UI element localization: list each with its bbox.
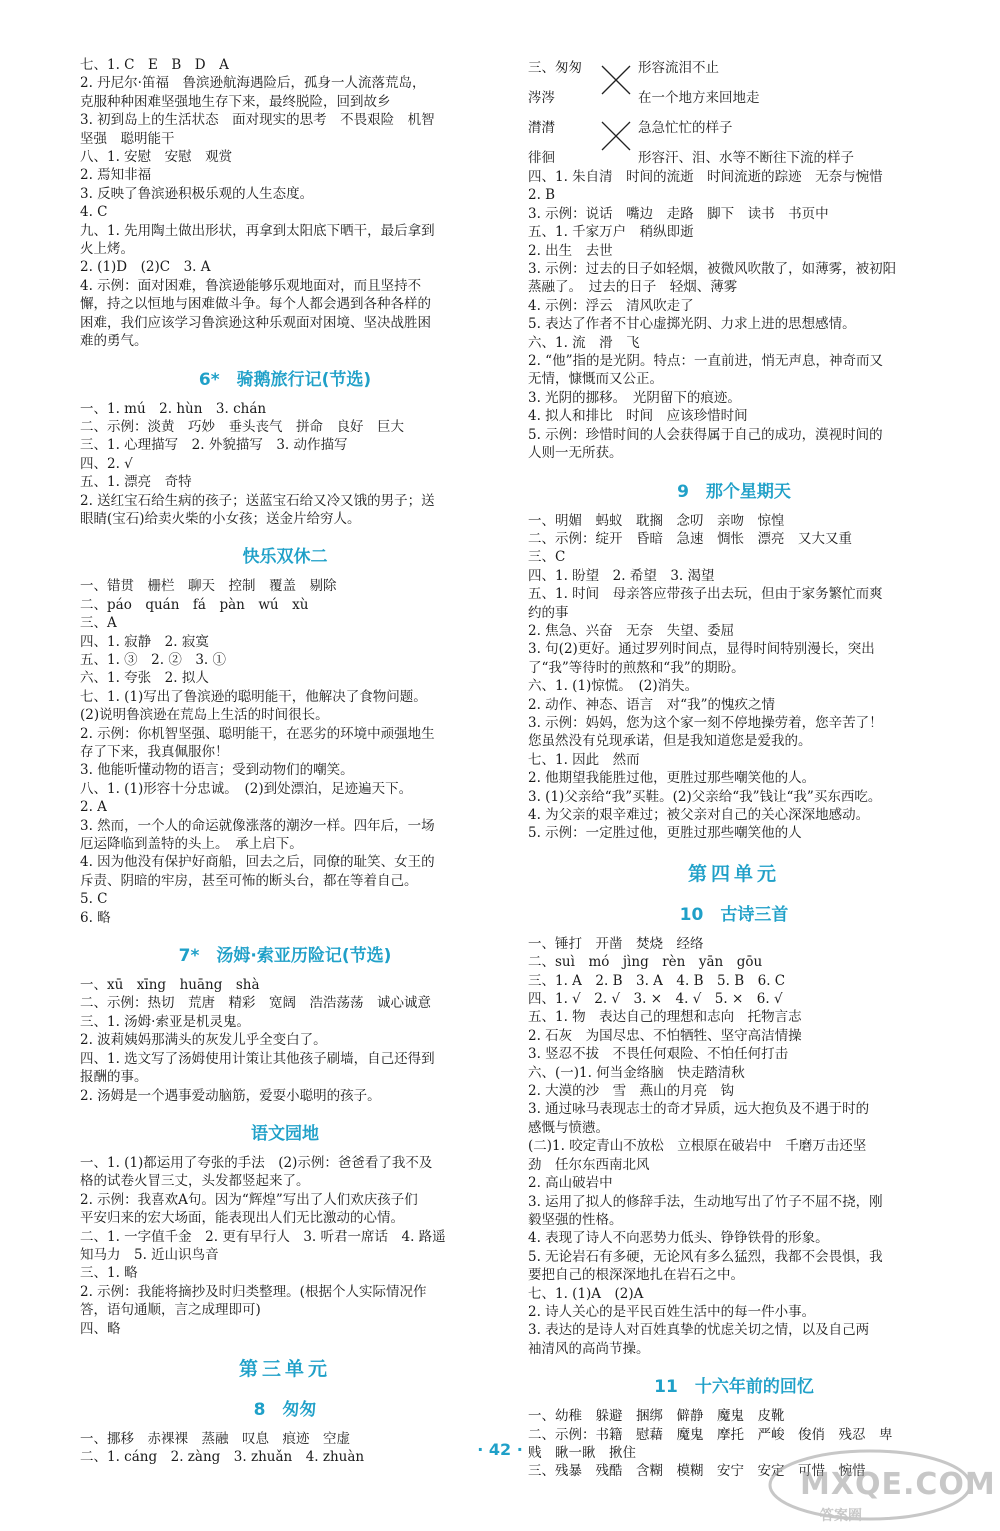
answer-line: 厄运降临到盖特的头上。 承上启下。 [80,836,303,853]
answer-line: 一、1. mú 2. hùn 3. chán [80,400,267,417]
answer-line: 袖清风的高尚节操。 [528,1340,650,1357]
answer-line: 3. 表达的是诗人对百姓真挚的忧虑关切之情，以及自己两 [528,1322,870,1339]
answer-line: 四、1. 朱自清 时间的流逝 时间流逝的踪迹 无奈与惋惜 [528,169,883,185]
answer-line: 五、1. 漂亮 奇特 [80,474,192,491]
answer-line: 八、1. 安慰 安慰 观赏 [80,149,233,166]
answer-line: 3. 然而，一个人的命运就像涨落的潮汐一样。四年后，一场 [80,817,435,834]
section-title-lesson10: 10 古诗三首 [679,904,789,925]
answer-line: 2. 送红宝石给生病的孩子；送蓝宝石给又冷又饿的男子；送 [80,492,435,509]
answer-line: 2. 汤姆是一个遇事爱动脑筋，爱耍小聪明的孩子。 [80,1087,381,1104]
answer-line: 二、示例：热切 荒唐 精彩 宽阔 浩浩荡荡 诚心诚意 [80,995,431,1012]
answer-line: 5. 示例：一定胜过他，更胜过那些嘲笑他的人 [528,825,802,842]
answer-line: 平安归来的宏大场面，能表现出人们无比激动的心情。 [80,1210,404,1227]
answer-line: 四、1. 盼望 2. 希望 3. 渴望 [528,567,715,584]
answer-line: 2. 大漠的沙 雪 燕山的月亮 钩 [528,1083,735,1100]
answer-line: 3. 示例：妈妈，您为这个家一刻不停地操劳着，您辛苦了！ [528,714,883,731]
answer-line: 2. 高山破岩中 [528,1175,613,1192]
match-right-meaning: 在一个地方来回地走 [638,90,760,106]
section-title-happy-weekend: 快乐双休二 [242,547,328,568]
answer-line: 4. 示例：面对困难，鲁滨逊能够乐观地面对，而且坚持不 [80,277,422,294]
answer-line: 2. (1)D (2)C 3. A [80,259,211,276]
answer-line: 4. 因为他没有保护好商船，回去之后，同僚的耻笑、女王的 [80,854,435,871]
answer-line: 二、示例：淡黄 巧妙 垂头丧气 拼命 良好 巨大 [80,418,404,435]
answer-line: 懈，持之以恒地与困难做斗争。每个人都会遇到各种各样的 [80,296,431,313]
answer-line: 3. 他能听懂动物的语言；受到动物们的嘲笑。 [80,762,354,779]
word-matching-exercise [528,56,940,168]
answer-line: 一、明媚 蚂蚁 耽搁 念叨 亲吻 惊惶 [528,512,785,529]
answer-line: (2)说明鲁滨逊在荒岛上生活的时间很长。 [80,707,329,724]
answer-line: 贱 瞅一瞅 揪住 [528,1444,636,1461]
left-block-chapter5-answers [80,56,490,351]
answer-line: 一、锤打 开凿 焚烧 经络 [528,935,704,952]
answer-line: 斥责、阴暗的牢房，甚至可怖的断头台，都在等着自己。 [80,872,418,889]
answer-line: 6. 略 [80,909,111,926]
answer-line: 2. 焦急、兴奋 无奈 失望、委屈 [528,622,735,639]
answer-line: 四、2. √ [80,455,133,472]
answer-line: 二、suì mó jìng rèn yān gōu [528,954,763,971]
answer-line: 3. 通过咏马表现志士的奇才异质，远大抱负及不遇于时的 [528,1101,870,1118]
match-right-meaning: 急急忙忙的样子 [638,120,733,136]
answer-line: 5. C [80,891,108,908]
answer-line: 3. 示例：过去的日子如轻烟，被微风吹散了，如薄雾，被初阳 [528,261,897,278]
answer-line: 三、C [528,549,566,566]
answer-line: 4. 示例：浮云 清风吹走了 [528,297,694,314]
answer-line: (二)1. 咬定青山不放松 立根原在破岩中 千磨万击还坚 [528,1138,867,1155]
watermark-text: MXQE.COM [800,1467,996,1502]
answer-line: 四、1. 选文写了汤姆使用计策让其他孩子刷墙，自己还得到 [80,1050,435,1067]
answer-line: 3. 竖忍不拔 不畏任何艰险、不怕任何打击 [528,1046,789,1063]
answer-line: 二、示例：书籍 慰藉 魔鬼 摩托 严峻 俊俏 残忍 卑 [528,1426,893,1443]
answer-line: 2. 焉知非福 [80,167,152,184]
answer-line: 人则一无所获。 [528,445,623,462]
answer-line: 5. 表达了作者不甘心虚掷光阴、力求上进的思想感情。 [528,316,856,333]
watermark-subtext: 答案圈 [820,1508,862,1524]
answer-line: 4. 表现了诗人不向恶势力低头、铮铮铁骨的形象。 [528,1230,829,1247]
answer-line: 2. 示例：你机智坚强、聪明能干，在恶劣的环境中顽强地生 [80,725,435,742]
right-block-lesson10-answers [528,935,940,1358]
answer-line: 3. 反映了鲁滨逊积极乐观的人生态度。 [80,185,314,202]
match-right-meaning: 形容汗、泪、水等不断往下流的样子 [638,150,854,166]
answer-line: 克服种种困难坚强地生存下来，最终脱险，回到故乡 [80,93,391,110]
unit-title-3: 第三单元 [238,1357,331,1380]
section-title-lesson11: 11 十六年前的回忆 [654,1377,814,1398]
answer-line: 2. 丹尼尔·笛福 鲁滨逊航海遇险后，孤身一人流落荒岛， [80,75,426,92]
answer-line: 三、1. A 2. B 3. A 4. B 5. B 6. C [528,972,786,989]
answer-line: 存了下来，我真佩服你！ [80,744,229,760]
answer-line: 2. B [528,187,556,204]
right-block-lesson8-answers [528,168,940,463]
answer-line: 毅坚强的性格。 [528,1211,623,1228]
answer-line: 四、略 [80,1320,121,1337]
answer-line: 三、A [80,615,117,632]
answer-line: 四、1. √ 2. √ 3. × 4. √ 5. × 6. √ [528,991,783,1008]
section-title-chinese-garden: 语文园地 [251,1123,319,1144]
answer-line: 2. 动作、神态、语言 对“我”的愧疚之情 [528,696,775,713]
answer-line: 五、1. 千家万户 稍纵即逝 [528,224,694,241]
answer-line: 六、(一)1. 何当金络脑 快走踏清秋 [528,1064,745,1081]
answer-line: 三、残暴 残酷 含糊 模糊 安宁 安定 可惜 惋惜 [528,1463,866,1480]
answer-line: 约的事 [528,604,569,621]
answer-line: 5. 示例：珍惜时间的人会获得属于自己的成功，漠视时间的 [528,426,883,443]
answer-line: 七、1. 因此 然而 [528,751,640,768]
answer-line: 感慨与愤懑。 [528,1119,609,1136]
answer-line: 三、1. 略 [80,1265,138,1282]
answer-line: 二、páo quán fá pàn wú xù [80,596,309,613]
left-block-lesson7-answers [80,976,490,1105]
answer-line: 5. 无论岩石有多硬，无论风有多么猛烈，我都不会畏惧，我 [528,1248,883,1265]
section-title-lesson6: 6* 骑鹅旅行记(节选) [198,369,372,390]
answer-line: 二、1. 一字值千金 2. 更有早行人 3. 听君一席话 4. 路遥 [80,1228,446,1245]
answer-line: 3. (1)父亲给“我”买鞋。(2)父亲给“我”钱让“我”买东西吃。 [528,788,882,805]
site-watermark [760,1445,996,1525]
answer-line: 2. A [80,799,107,816]
answer-line: 格的试卷火冒三丈，头发都竖起来了。 [80,1173,310,1190]
page-number: · 42 · [477,1440,523,1459]
answer-line: 要把自己的根深深地扎在岩石之中。 [528,1267,744,1284]
answer-line: 3. 示例：说话 嘴边 走路 脚下 读书 书页中 [528,205,829,222]
answer-line: 五、1. 物 表达自己的理想和志向 托物言志 [528,1009,802,1026]
left-block-garden-answers [80,1154,490,1338]
answer-line: 二、1. cáng 2. zàng 3. zhuǎn 4. zhuàn [80,1449,365,1466]
answer-line: 2. “他”指的是光阴。特点：一直前进，悄无声息，神奇而又 [528,353,883,370]
answer-line: 火上烤。 [80,241,134,258]
answer-line: 了“我”等待时的煎熬和“我”的期盼。 [528,659,745,676]
answer-line: 3. 运用了拟人的修辞手法，生动地写出了竹子不屈不挠，刚 [528,1193,883,1210]
answer-line: 知马力 5. 近山识鸟音 [80,1246,219,1263]
answer-line: 4. 为父亲的艰辛难过；被父亲对自己的关心深深地感动。 [528,807,870,823]
answer-line: 答，语句通顺，言之成理即可) [80,1302,261,1319]
answer-line: 眼睛(宝石)给卖火柴的小女孩；送金片给穷人。 [80,510,361,527]
answer-line: 2. 诗人关心的是平民百姓生活中的每一件小事。 [528,1303,816,1320]
match-left-word: 徘徊 [528,150,555,166]
answer-line: 4. 拟人和排比 时间 应该珍惜时间 [528,408,748,425]
answer-line: 一、xū xīng huāng shà [80,977,260,994]
section-title-lesson9: 9 那个星期天 [677,481,791,502]
answer-line: 一、幼稚 躲避 捆绑 僻静 魔鬼 皮靴 [528,1408,785,1425]
answer-line: 3. 句(2)更好。通过罗列时间点，显得时间特别漫长，突出 [528,641,875,658]
unit-title-4: 第四单元 [687,862,780,885]
answer-line: 2. 示例：我能将摘抄及时归类整理。(根据个人实际情况作 [80,1283,427,1300]
answer-line: 二、示例：绽开 昏暗 急速 惆怅 漂亮 又大又重 [528,530,852,547]
match-left-word: 三、匆匆 [528,60,582,76]
answer-line: 三、1. 汤姆·索亚是机灵鬼。 [80,1013,250,1030]
answer-line: 3. 初到岛上的生活状态 面对现实的思考 不畏艰险 机智 [80,112,435,129]
answer-line: 蒸融了。 过去的日子 轻烟、薄雾 [528,279,738,296]
answer-line: 三、1. 心理描写 2. 外貌描写 3. 动作描写 [80,437,348,454]
section-title-lesson7: 7* 汤姆·索亚历险记(节选) [178,946,392,967]
answer-line: 六、1. (1)惊慌。 (2)消失。 [528,678,699,695]
answer-line: 八、1. (1)形容十分忠诚。 (2)到处漂泊，足迹遍天下。 [80,780,413,797]
answer-line: 七、1. C E B D A [80,57,229,73]
answer-line: 六、1. 夸张 2. 拟人 [80,670,209,687]
match-left-word: 涔涔 [528,90,555,106]
left-column [80,56,490,1467]
answer-line: 2. 波莉姨妈那满头的灰发儿乎全变白了。 [80,1032,327,1049]
answer-line: 难的勇气。 [80,333,148,350]
answer-line: 五、1. 时间 母亲答应带孩子出去玩，但由于家务繁忙而爽 [528,586,883,603]
answer-line: 您虽然没有兑现承诺，但是我知道您是爱我的。 [528,733,812,750]
left-block-happy-weekend-answers [80,577,490,927]
answer-line: 六、1. 流 滑 飞 [528,334,640,351]
answer-line: 困难，我们应该学习鲁滨逊这种乐观面对困境、坚决战胜困 [80,314,431,331]
left-block-lesson6-answers [80,400,490,529]
answer-line: 一、错贯 栅栏 聊天 控制 覆盖 剔除 [80,578,337,595]
section-title-lesson8: 8 匆匆 [253,1399,317,1420]
answer-line: 2. 石灰 为国尽忠、不怕牺牲、坚守高洁情操 [528,1027,802,1044]
answer-line: 五、1. ③ 2. ② 3. ① [80,651,227,668]
right-block-lesson9-answers [528,512,940,843]
match-left-word: 潸潸 [528,120,555,136]
answer-line: 2. 示例：我喜欢A句。因为“辉煌”写出了人们欢庆孩子们 [80,1191,418,1208]
answer-line: 一、1. (1)都运用了夸张的手法 (2)示例：爸爸看了我不及 [80,1154,433,1171]
match-right-meaning: 形容流泪不止 [638,60,719,76]
answer-line: 一、挪移 赤裸裸 蒸融 叹息 痕迹 空虚 [80,1430,350,1447]
answer-line: 2. 出生 去世 [528,242,613,259]
answer-line: 七、1. (1)写出了鲁滨逊的聪明能干，他解决了食物问题。 [80,688,427,705]
answer-line: 3. 光阴的挪移。 光阴留下的痕迹。 [528,389,741,406]
answer-line: 报酬的事。 [80,1069,148,1086]
answer-line: 无情，慷慨而又公正。 [528,371,663,388]
answer-line: 4. C [80,204,108,221]
answer-line: 四、1. 寂静 2. 寂寞 [80,633,209,650]
answer-line: 劲 任尔东西南北风 [528,1156,650,1173]
right-column [528,56,940,1481]
answer-line: 坚强 聪明能干 [80,130,175,147]
answer-line: 2. 他期望我能胜过他，更胜过那些嘲笑他的人。 [528,770,816,787]
answer-line: 七、1. (1)A (2)A [528,1285,644,1302]
answer-line: 九、1. 先用陶土做出形状，再拿到太阳底下晒干，最后拿到 [80,222,435,239]
